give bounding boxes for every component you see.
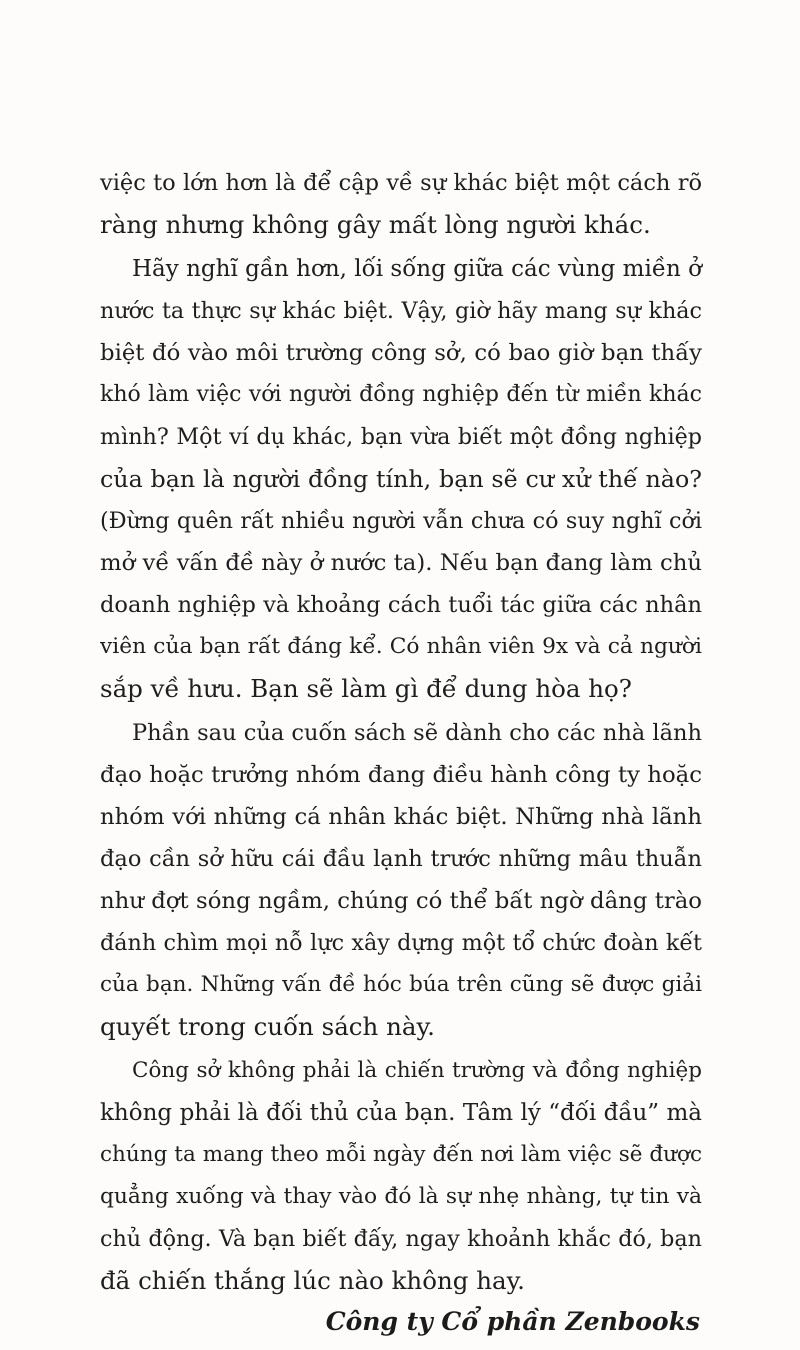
paragraph-3-line-1: Phần sau của cuốn sách sẽ dành cho các nhà lãnh	[132, 720, 702, 746]
paragraph-1-line-1: việc to lớn hơn là để cập về sự khác biệt một cách rõ	[100, 170, 702, 196]
paragraph-2-line-9: doanh nghiệp và khoảng cách tuổi tác giữa các nhân	[100, 592, 702, 618]
publisher-signature: Công ty Cổ phần Zenbooks	[325, 1307, 700, 1336]
paragraph-3-line-7: của bạn. Những vấn đề hóc búa trên cũng sẽ được giải	[100, 972, 702, 997]
paragraph-4-line-2: không phải là đối thủ của bạn. Tâm lý “đối đầu” mà	[100, 1100, 702, 1126]
paragraph-4-line-4: quẳng xuống và thay vào đó là sự nhẹ nhàng, tự tin và	[100, 1184, 702, 1209]
paragraph-3-line-4: đạo cần sở hữu cái đầu lạnh trước những mâu thuẫn	[100, 846, 702, 872]
paragraph-3-line-5: như đợt sóng ngầm, chúng có thể bất ngờ dâng trào	[100, 888, 702, 914]
paragraph-2-line-6: của bạn là người đồng tính, bạn sẽ cư xử thế nào?	[100, 465, 702, 493]
paragraph-2-line-3: biệt đó vào môi trường công sở, có bao giờ bạn thấy	[100, 340, 702, 366]
paragraph-2-line-7: (Đừng quên rất nhiều người vẫn chưa có suy nghĩ cởi	[100, 508, 702, 534]
paragraph-2-line-8: mở về vấn đề này ở nước ta). Nếu bạn đang làm chủ	[100, 550, 702, 576]
paragraph-3-line-8: quyết trong cuốn sách này.	[100, 1012, 435, 1041]
paragraph-2-line-4: khó làm việc với người đồng nghiệp đến từ miền khác	[100, 382, 702, 407]
paragraph-2-line-2: nước ta thực sự khác biệt. Vậy, giờ hãy mang sự khác	[100, 298, 702, 324]
paragraph-3-line-2: đạo hoặc trưởng nhóm đang điều hành công ty hoặc	[100, 762, 702, 788]
paragraph-2-line-11: sắp về hưu. Bạn sẽ làm gì để dung hòa họ?	[100, 674, 632, 703]
paragraph-4-line-1: Công sở không phải là chiến trường và đồng nghiệp	[132, 1058, 702, 1083]
paragraph-2-line-5: mình? Một ví dụ khác, bạn vừa biết một đồng nghiệp	[100, 424, 702, 450]
paragraph-3-line-3: nhóm với những cá nhân khác biệt. Những nhà lãnh	[100, 804, 702, 830]
paragraph-2-line-1: Hãy nghĩ gần hơn, lối sống giữa các vùng miền ở	[132, 256, 702, 282]
paragraph-3-line-6: đánh chìm mọi nỗ lực xây dựng một tổ chức đoàn kết	[100, 930, 702, 956]
paragraph-2-line-10: viên của bạn rất đáng kể. Có nhân viên 9x và cả người	[100, 634, 702, 659]
paragraph-4-line-3: chúng ta mang theo mỗi ngày đến nơi làm việc sẽ được	[100, 1142, 702, 1167]
paragraph-4-line-5: chủ động. Và bạn biết đấy, ngay khoảnh khắc đó, bạn	[100, 1226, 702, 1252]
paragraph-4-line-6: đã chiến thắng lúc nào không hay.	[100, 1266, 525, 1295]
paragraph-1-line-2: ràng nhưng không gây mất lòng người khác.	[100, 210, 651, 239]
